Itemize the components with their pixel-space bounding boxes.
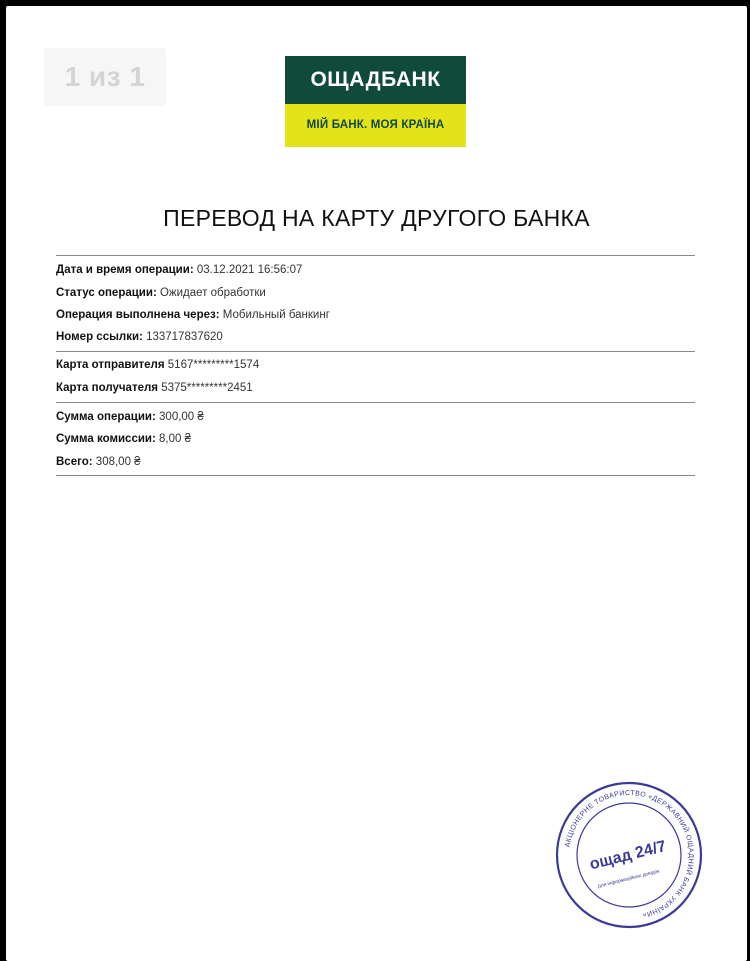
field-label: Дата и время операции: — [56, 264, 194, 276]
document-page — [6, 6, 747, 961]
field-label: Карта отправителя — [56, 359, 165, 371]
stamp-center-text: ощад 24/7 — [587, 837, 668, 874]
field-value: 300,00 ₴ — [159, 411, 204, 423]
operation-status-row — [56, 287, 695, 299]
field-value: Мобильный банкинг — [222, 309, 330, 321]
field-value: 8,00 ₴ — [159, 433, 192, 445]
divider — [56, 402, 695, 403]
field-value: 5167*********1574 — [167, 359, 260, 371]
reference-number-row — [56, 331, 695, 343]
logo-name: ОЩАДБАНК — [285, 56, 466, 104]
field-value: 5375*********2451 — [161, 382, 253, 394]
bank-stamp — [554, 780, 704, 930]
document-title: ПЕРЕВОД НА КАРТУ ДРУГОГО БАНКА — [163, 205, 590, 231]
divider — [56, 255, 695, 256]
stamp-outer-text: АКЦІОНЕРНЕ ТОВАРИСТВО «ДЕРЖАВНИЙ ОЩАДНИЙ БАНК УКРАЇНИ» — [564, 789, 695, 919]
divider — [56, 351, 695, 352]
field-label: Сумма комиссии: — [56, 433, 156, 445]
field-label: Карта получателя — [56, 382, 159, 394]
field-label: Всего: — [56, 456, 93, 468]
amount-row — [56, 411, 695, 423]
operation-datetime-row — [56, 264, 695, 276]
field-value: 133717837620 — [146, 331, 223, 343]
bank-logo — [285, 56, 466, 147]
fee-row — [56, 433, 695, 445]
field-label: Номер ссылки: — [56, 331, 143, 343]
total-row — [56, 456, 695, 468]
operation-channel-row — [56, 309, 695, 321]
recipient-card-row — [56, 382, 695, 394]
field-value: 03.12.2021 16:56:07 — [196, 264, 303, 276]
sender-card-row — [56, 359, 695, 371]
field-label: Сумма операции: — [56, 411, 156, 423]
stamp-sub-text: для інформаційних довідок — [597, 868, 661, 890]
divider — [56, 475, 695, 476]
page-counter: 1 из 1 — [44, 48, 166, 106]
field-label: Операция выполнена через: — [56, 309, 220, 321]
field-label: Статус операции: — [56, 287, 157, 299]
field-value: 308,00 ₴ — [95, 456, 141, 468]
field-value: Ожидает обработки — [159, 287, 266, 299]
logo-slogan: МІЙ БАНК. МОЯ КРАЇНА — [285, 104, 466, 147]
